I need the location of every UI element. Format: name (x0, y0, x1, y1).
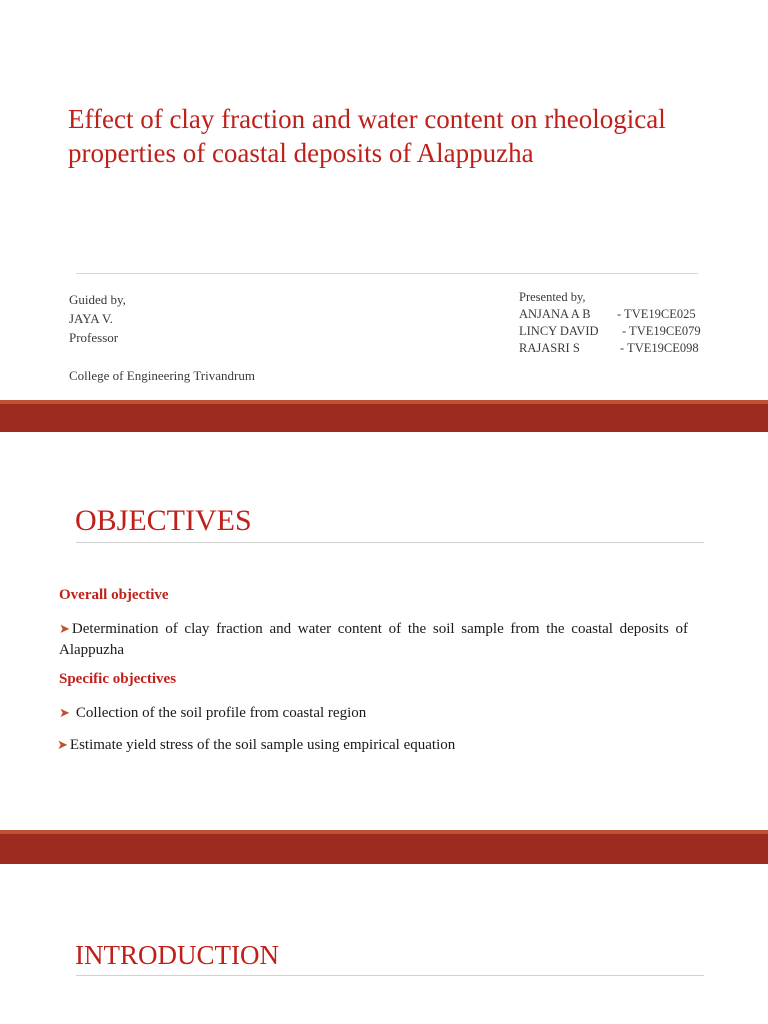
specific-objective-text: Collection of the soil profile from coastal region (75, 705, 367, 721)
band-highlight (0, 830, 768, 834)
title-slide (0, 0, 768, 400)
slide-separator-band (0, 400, 768, 432)
guided-by-block (69, 290, 126, 347)
objectives-title: OBJECTIVES (75, 504, 252, 537)
arrow-bullet-icon: ➤ (57, 737, 68, 752)
introduction-slide (0, 864, 768, 1024)
objectives-slide (0, 432, 768, 830)
presenter-name: ANJANA A B (519, 307, 591, 321)
band-highlight (0, 400, 768, 404)
presenter-row (519, 340, 759, 357)
presenter-name: LINCY DAVID (519, 324, 599, 338)
presenter-id: - TVE19CE079 (622, 324, 701, 338)
presenter-name: RAJASRI S (519, 341, 580, 355)
presentation-title: Effect of clay fraction and water content on rheological properties of coastal deposits of Alappuzha (68, 104, 666, 168)
guided-by-label: Guided by, (69, 292, 126, 307)
arrow-bullet-icon: ➤ (59, 621, 70, 636)
presenter-row (519, 306, 759, 323)
guide-name: JAYA V. (69, 311, 113, 326)
overall-objective-item (59, 618, 688, 661)
introduction-title: INTRODUCTION (75, 940, 279, 970)
objectives-divider (76, 542, 704, 543)
specific-objective-item (57, 734, 455, 756)
overall-objective-text: Determination of clay fraction and water content of the soil sample from the coastal deposits of Alappuzha (59, 621, 688, 658)
presenter-id: - TVE19CE098 (620, 341, 699, 355)
introduction-divider (76, 975, 704, 976)
slide-separator-band (0, 830, 768, 864)
specific-objective-text: Estimate yield stress of the soil sample using empirical equation (69, 737, 456, 753)
title-divider (76, 273, 698, 274)
specific-objectives-heading: Specific objectives (59, 671, 177, 687)
presenter-id: - TVE19CE025 (617, 307, 696, 321)
arrow-bullet-icon: ➤ (59, 705, 70, 720)
specific-objective-item (59, 702, 366, 724)
presented-by-block (519, 289, 759, 357)
presented-by-label: Presented by, (519, 290, 586, 304)
presenter-row (519, 323, 759, 340)
overall-objective-heading: Overall objective (59, 587, 169, 603)
guide-designation: Professor (69, 330, 119, 345)
college-name: College of Engineering Trivandrum (69, 368, 255, 383)
